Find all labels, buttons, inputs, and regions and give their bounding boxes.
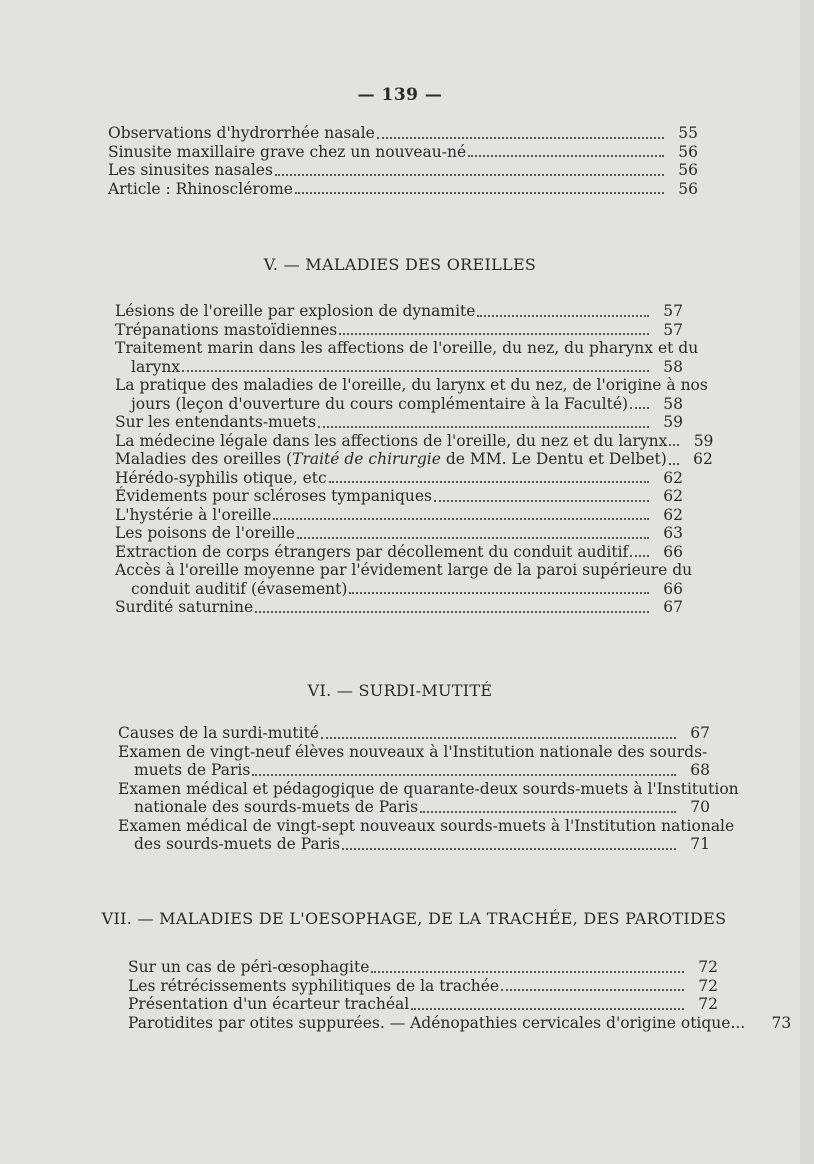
entry-title-line2: larynx <box>131 357 181 376</box>
toc-entry <box>128 977 718 996</box>
toc-entry <box>115 506 683 525</box>
entry-page: 71 <box>690 835 710 853</box>
section-vi-entries <box>118 724 739 854</box>
entry-title-line1: Traitement marin dans les affections de l'oreille, du nez, du pharynx et du <box>115 339 699 357</box>
toc-entry <box>115 450 713 469</box>
dot-leader <box>468 155 664 157</box>
dot-leader <box>275 174 664 176</box>
entry-page: 67 <box>690 724 710 742</box>
section-v-entries <box>115 302 714 617</box>
toc-entry-multiline <box>115 561 693 598</box>
toc-entry <box>115 469 683 488</box>
dot-leader <box>321 737 676 739</box>
toc-entry <box>115 321 683 340</box>
section-vii-entries <box>128 958 792 1032</box>
toc-entry <box>108 143 698 162</box>
entry-page: 63 <box>663 524 683 542</box>
toc-entry <box>115 524 683 543</box>
toc-entry <box>128 958 718 977</box>
dot-leader <box>371 971 684 973</box>
entry-title: L'hystérie à l'oreille <box>115 505 272 524</box>
toc-entry <box>108 124 698 143</box>
dot-leader <box>342 848 676 850</box>
dot-leader <box>630 407 649 409</box>
dot-leader <box>297 537 649 539</box>
entry-page: 70 <box>690 798 710 816</box>
entry-title: Sur les entendants-muets <box>115 413 317 431</box>
entry-title: Observations d'hydrorrhée nasale <box>108 124 375 142</box>
entry-page: 56 <box>678 179 698 198</box>
dot-leader <box>669 444 679 446</box>
dot-leader <box>477 315 649 317</box>
entry-page: 62 <box>663 505 683 524</box>
entry-title: La médecine légale dans les affections de l'oreille, du nez et du larynx <box>115 431 668 450</box>
dot-leader <box>349 592 649 594</box>
section-title-vii: VII. — MALADIES DE L'OESOPHAGE, DE LA TRACHÉE, DES PAROTIDES <box>101 909 727 928</box>
entry-page: 73 <box>771 1013 792 1032</box>
entry-page: 62 <box>693 450 713 468</box>
section-title-vi: VI. — SURDI-MUTITÉ <box>307 681 493 700</box>
entry-page: 56 <box>678 142 698 161</box>
dot-leader <box>434 500 649 502</box>
dot-leader <box>182 370 649 372</box>
entry-title-line2: conduit auditif (évasement) <box>131 579 348 598</box>
entry-title-line2: muets de Paris <box>134 761 251 779</box>
entry-title: Les sinusites nasales <box>108 161 273 179</box>
toc-entry <box>108 180 698 199</box>
entry-title: Sinusite maxillaire grave chez un nouveau-né <box>108 142 467 161</box>
entry-title-line1: La pratique des maladies de l'oreille, du larynx et du nez, de l'origine à nos <box>115 376 708 394</box>
entry-title: Extraction de corps étrangers par décollement du conduit auditif <box>115 542 629 561</box>
entry-title-line1: Examen médical et pédagogique de quarante-deux sourds-muets à l'Institution <box>118 779 739 798</box>
entry-title-line1: Examen médical de vingt-sept nouveaux sourds-muets à l'Institution nationale <box>118 816 735 835</box>
entry-title: Lésions de l'oreille par explosion de dynamite <box>115 302 476 320</box>
entry-title: Sur un cas de péri-œsophagite <box>128 958 370 976</box>
entry-page: 68 <box>690 761 710 779</box>
toc-entry-multiline <box>118 816 735 854</box>
entry-page: 66 <box>663 542 683 561</box>
entry-title: Causes de la surdi-mutité <box>118 724 319 742</box>
entry-title: Hérédo-syphilis otique, etc <box>115 468 327 487</box>
dot-leader <box>411 1008 684 1010</box>
toc-entry <box>115 543 683 562</box>
entry-title: Les rétrécissements syphilitiques de la trachée <box>128 976 500 995</box>
toc-entry <box>115 302 683 321</box>
dot-leader <box>255 611 649 613</box>
entry-title-after: de MM. Le Dentu et Delbet) <box>440 450 667 468</box>
entry-page: 57 <box>663 320 683 339</box>
dot-leader <box>377 137 664 139</box>
entry-page: 72 <box>698 995 718 1013</box>
toc-entry <box>118 724 710 743</box>
top-entries <box>108 124 698 198</box>
dot-leader <box>252 774 676 776</box>
entry-page: 59 <box>693 431 714 450</box>
entry-title <box>115 450 667 469</box>
dot-leader <box>273 518 649 520</box>
dot-leader <box>669 463 679 465</box>
entry-title-italic: Traité de chirurgie <box>292 450 441 468</box>
entry-title: Trépanations mastoïdiennes <box>115 320 338 339</box>
entry-page: 66 <box>663 579 683 598</box>
toc-entry-multiline <box>115 376 708 413</box>
entry-title-line1: Examen de vingt-neuf élèves nouveaux à l'Institution nationale des sourds- <box>118 742 708 761</box>
entry-page: 62 <box>663 487 683 505</box>
entry-page: 55 <box>678 124 698 142</box>
entry-title: Évidements pour scléroses tympaniques <box>115 487 432 505</box>
toc-entry-multiline <box>118 779 739 817</box>
toc-entry <box>115 598 683 617</box>
dot-leader <box>420 811 676 813</box>
entry-page: 67 <box>663 598 683 616</box>
entry-title-line1: Accès à l'oreille moyenne par l'évidement large de la paroi supérieure du <box>115 561 693 579</box>
entry-title: Présentation d'un écarteur trachéal <box>128 995 410 1013</box>
entry-page: 58 <box>663 357 683 376</box>
entry-title: Article : Rhinosclérome <box>108 179 293 198</box>
dot-leader <box>295 192 664 194</box>
entry-title-line2: des sourds-muets de Paris <box>134 835 341 853</box>
entry-page: 62 <box>663 468 683 487</box>
entry-title: Parotidites par otites suppurées. — Adénopathies cervicales d'origine otique... <box>128 1013 746 1032</box>
toc-entry <box>115 431 714 451</box>
toc-entry-multiline <box>118 743 710 780</box>
entry-page: 59 <box>663 413 683 431</box>
toc-entry <box>128 1013 792 1033</box>
dot-leader <box>339 333 649 335</box>
entry-page: 56 <box>678 161 698 179</box>
toc-entry <box>115 413 683 432</box>
entry-page: 57 <box>663 302 683 320</box>
section-title-v: V. — MALADIES DES OREILLES <box>263 255 537 274</box>
toc-entry <box>115 487 683 506</box>
entry-page: 72 <box>698 958 718 976</box>
entry-title-line2: jours (leçon d'ouverture du cours complémentaire à la Faculté) <box>131 394 629 413</box>
entry-title-before: Maladies des oreilles ( <box>115 450 293 468</box>
page-number: — 139 — <box>357 85 443 105</box>
entry-title: Les poisons de l'oreille <box>115 524 295 542</box>
toc-entry <box>128 995 718 1014</box>
dot-leader <box>501 989 684 991</box>
entry-title-line2: nationale des sourds-muets de Paris <box>134 798 419 816</box>
entry-page: 58 <box>663 394 683 413</box>
entry-title: Surdité saturnine <box>115 598 254 616</box>
entry-page: 72 <box>698 976 718 995</box>
toc-entry <box>108 161 698 180</box>
toc-entry-multiline <box>115 339 699 376</box>
dot-leader <box>318 426 649 428</box>
dot-leader <box>329 481 649 483</box>
dot-leader <box>630 555 649 557</box>
